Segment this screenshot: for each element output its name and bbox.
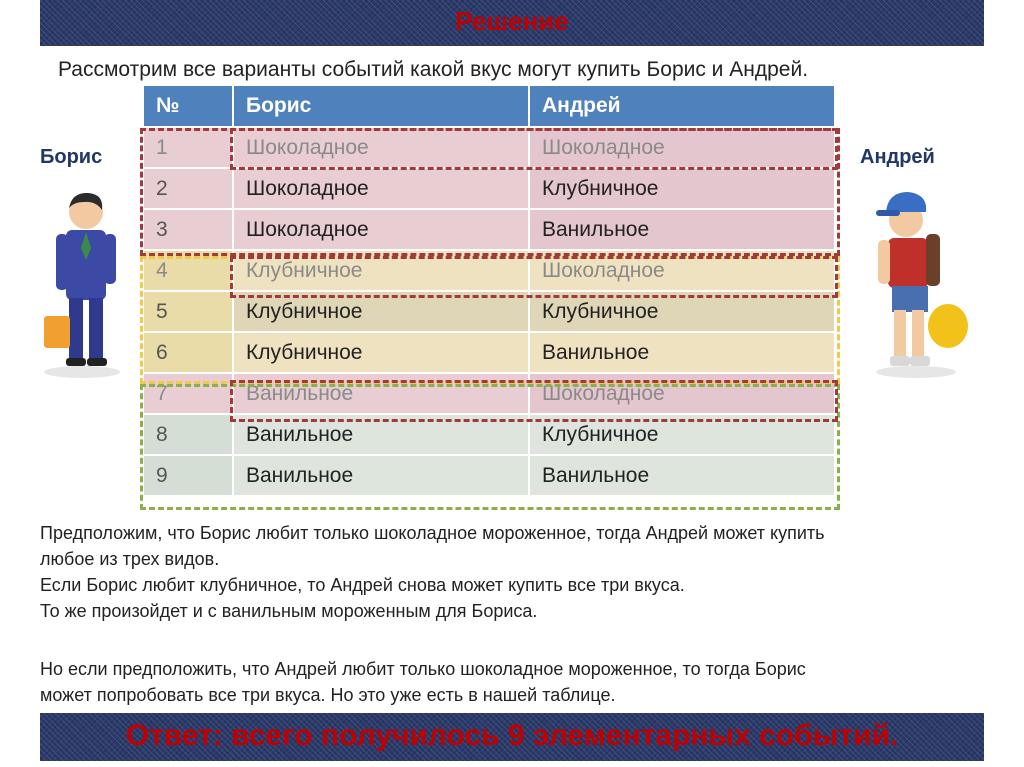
row-andrey: Клубничное — [529, 168, 835, 209]
table-header — [144, 86, 835, 127]
row-boris: Шоколадное — [233, 168, 529, 209]
row-num: 4 — [144, 250, 233, 291]
row-num: 7 — [144, 373, 233, 414]
row-andrey: Клубничное — [529, 291, 835, 332]
row-boris: Шоколадное — [233, 209, 529, 250]
highlight-row-1 — [230, 128, 838, 170]
row-boris: Ванильное — [233, 373, 529, 414]
row-andrey: Шоколадное — [529, 250, 835, 291]
andrey-illustration — [866, 186, 976, 382]
row-andrey: Ванильное — [529, 209, 835, 250]
intro-text: Рассмотрим все варианты событий какой вкус могут купить Борис и Андрей. — [58, 58, 809, 81]
row-boris: Клубничное — [233, 250, 529, 291]
highlight-row-4 — [230, 256, 838, 298]
row-num: 6 — [144, 332, 233, 373]
row-andrey: Шоколадное — [529, 373, 835, 414]
row-num: 8 — [144, 414, 233, 455]
row-boris: Клубничное — [233, 291, 529, 332]
row-boris: Ванильное — [233, 455, 529, 495]
title-bar — [40, 0, 984, 46]
andrey-label: Андрей — [860, 146, 935, 168]
row-andrey: Ванильное — [529, 455, 835, 495]
boris-illustration — [36, 186, 128, 382]
row-boris: Ванильное — [233, 414, 529, 455]
paragraph-3: Если Борис любит клубничное, то Андрей снова может купить все три вкуса. — [40, 575, 685, 595]
header-num: № — [144, 86, 233, 127]
paragraph-5: Но если предположить, что Андрей любит только шоколадное мороженное, то тогда Борис — [40, 659, 806, 679]
row-num: 9 — [144, 455, 233, 495]
row-andrey: Клубничное — [529, 414, 835, 455]
row-num: 5 — [144, 291, 233, 332]
row-boris: Клубничное — [233, 332, 529, 373]
paragraph-4: То же произойдет и с ванильным мороженным для Бориса. — [40, 601, 538, 621]
row-num: 1 — [144, 127, 233, 168]
answer-bar — [40, 713, 984, 761]
header-boris: Борис — [233, 86, 529, 127]
slide-title: Решение — [455, 6, 569, 36]
row-num: 3 — [144, 209, 233, 250]
paragraph-6: может попробовать все три вкуса. Но это уже есть в нашей таблице. — [40, 685, 616, 705]
paragraph-1: Предположим, что Борис любит только шоколадное мороженное, тогда Андрей может купить — [40, 523, 825, 543]
row-num: 2 — [144, 168, 233, 209]
answer-text: Ответ: всего получилось 9 элементарных событий. — [125, 719, 899, 752]
row-andrey: Ванильное — [529, 332, 835, 373]
boris-label: Борис — [40, 146, 103, 168]
row-andrey: Шоколадное — [529, 127, 835, 168]
header-andrey: Андрей — [529, 86, 835, 127]
paragraph-2: любое из трех видов. — [40, 549, 220, 569]
highlight-row-7 — [230, 380, 838, 422]
row-boris: Шоколадное — [233, 127, 529, 168]
